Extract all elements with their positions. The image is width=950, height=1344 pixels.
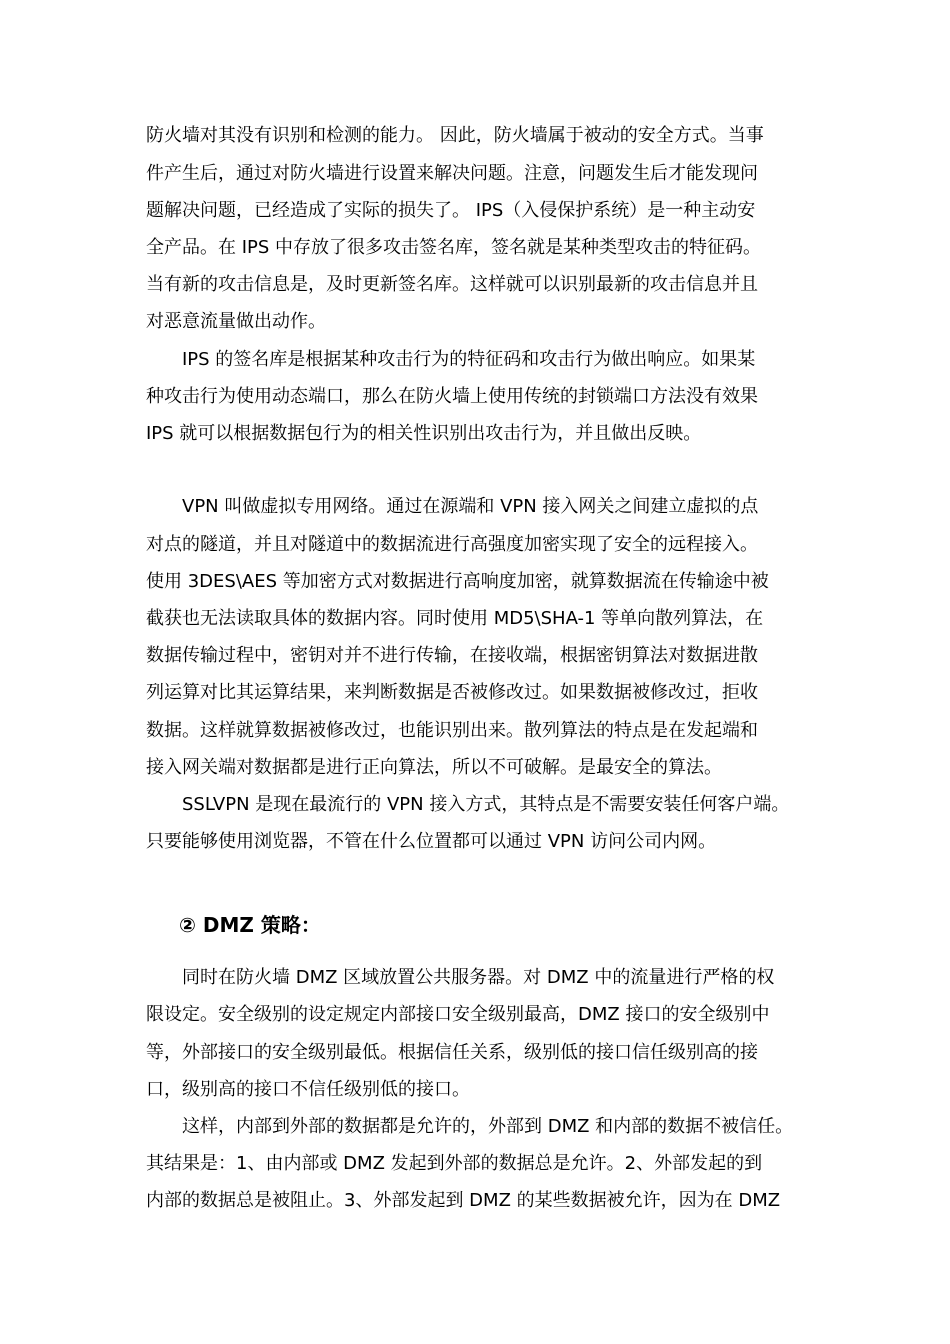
text-line: 限设定。安全级别的设定规定内部接口安全级别最高，DMZ 接口的安全级别中 — [146, 1004, 770, 1025]
text-line: 列运算对比其运算结果，来判断数据是否被修改过。如果数据被修改过，拒收 — [146, 682, 758, 703]
text-line: 这样，内部到外部的数据都是允许的，外部到 DMZ 和内部的数据不被信任。 — [182, 1116, 794, 1137]
text-line: 题解决问题，已经造成了实际的损失了。 IPS（入侵保护系统）是一种主动安 — [146, 200, 756, 221]
text-line: 使用 3DES\AES 等加密方式对数据进行高响度加密，就算数据流在传输途中被 — [146, 571, 769, 592]
text-line: 内部的数据总是被阻止。3、外部发起到 DMZ 的某些数据被允许，因为在 DMZ — [146, 1190, 781, 1211]
text-line: 种攻击行为使用动态端口，那么在防火墙上使用传统的封锁端口方法没有效果 — [146, 386, 758, 407]
text-line: SSLVPN 是现在最流行的 VPN 接入方式，其特点是不需要安装任何客户端。 — [182, 794, 790, 815]
text-line: 只要能够使用浏览器，不管在什么位置都可以通过 VPN 访问公司内网。 — [146, 831, 717, 852]
text-line: 同时在防火墙 DMZ 区域放置公共服务器。对 DMZ 中的流量进行严格的权 — [182, 967, 775, 988]
text-line: 数据传输过程中，密钥对并不进行传输，在接收端，根据密钥算法对数据进散 — [146, 645, 758, 666]
text-line: 当有新的攻击信息是，及时更新签名库。这样就可以识别最新的攻击信息并且 — [146, 274, 758, 295]
text-line: 对恶意流量做出动作。 — [146, 311, 326, 332]
text-line: 件产生后，通过对防火墙进行设置来解决问题。注意，问题发生后才能发现问 — [146, 163, 758, 184]
text-line: 截获也无法读取具体的数据内容。同时使用 MD5\SHA-1 等单向散列算法，在 — [146, 608, 764, 629]
text-line: IPS 的签名库是根据某种攻击行为的特征码和攻击行为做出响应。如果某 — [182, 349, 756, 370]
text-line: 等，外部接口的安全级别最低。根据信任关系，级别低的接口信任级别高的接 — [146, 1042, 758, 1063]
text-line: VPN 叫做虚拟专用网络。通过在源端和 VPN 接入网关之间建立虚拟的点 — [182, 496, 759, 517]
text-line: 数据。这样就算数据被修改过，也能识别出来。散列算法的特点是在发起端和 — [146, 720, 758, 741]
text-line: 接入网关端对数据都是进行正向算法，所以不可破解。是最安全的算法。 — [146, 757, 722, 778]
text-line: 口，级别高的接口不信任级别低的接口。 — [146, 1079, 470, 1100]
text-line: IPS 就可以根据数据包行为的相关性识别出攻击行为，并且做出反映。 — [146, 423, 702, 444]
text-line: 防火墙对其没有识别和检测的能力。 因此，防火墙属于被动的安全方式。当事 — [146, 125, 764, 146]
text-line: 其结果是：1、由内部或 DMZ 发起到外部的数据总是允许。2、外部发起的到 — [146, 1153, 763, 1174]
text-line: 全产品。在 IPS 中存放了很多攻击签名库，签名就是某种类型攻击的特征码。 — [146, 237, 762, 258]
section-heading-dmz: ② DMZ 策略： — [179, 913, 321, 937]
text-line: 对点的隧道，并且对隧道中的数据流进行高强度加密实现了安全的远程接入。 — [146, 534, 758, 555]
